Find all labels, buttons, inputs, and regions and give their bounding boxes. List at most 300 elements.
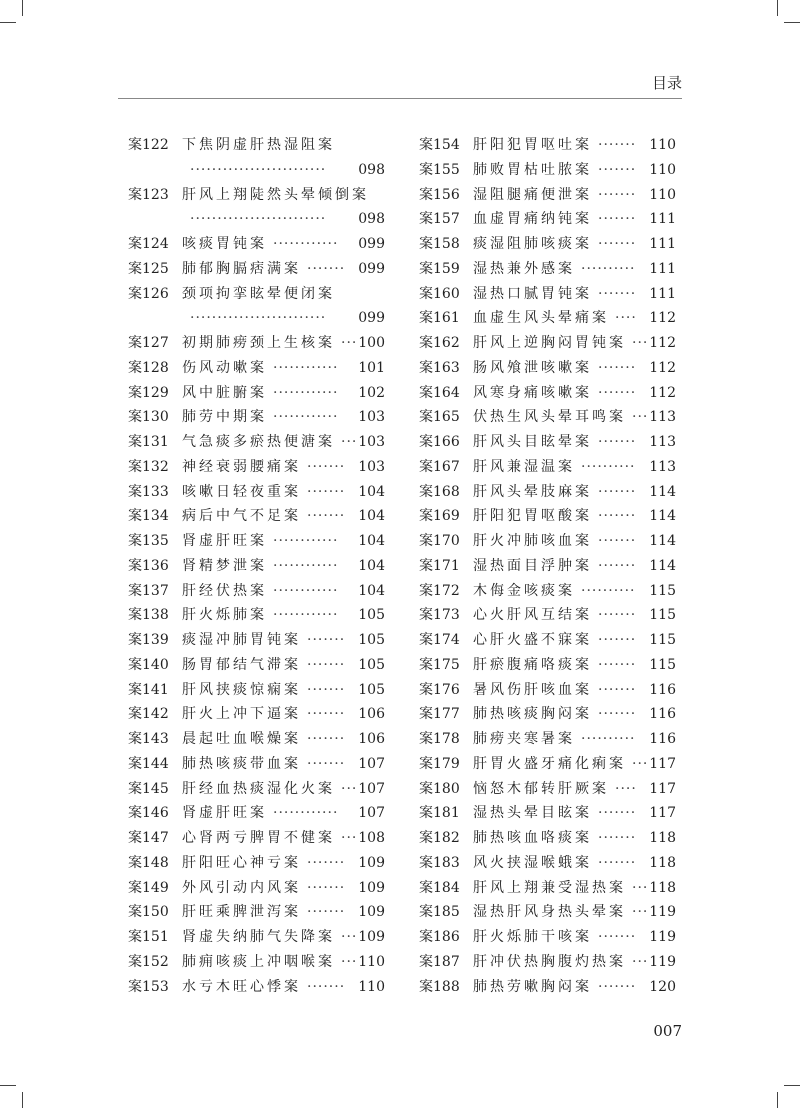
entry-page: 114 <box>649 483 676 500</box>
leader-dots: ······· <box>598 434 637 450</box>
entry-number: 案161 <box>419 310 460 327</box>
leader-dots: ······· <box>598 830 637 846</box>
toc-entry <box>419 727 676 752</box>
leader-dots: ······· <box>598 805 637 822</box>
running-header: 目录 <box>651 74 682 92</box>
entry-title: 肝阳犯胃呕吐案 <box>473 137 592 153</box>
entry-page: 114 <box>649 533 676 549</box>
toc-entry <box>419 405 676 430</box>
leader-dots: ························· <box>190 310 327 327</box>
leader-dots: ······· <box>598 854 637 871</box>
leader-dots: ···· <box>615 310 637 327</box>
toc-entry <box>128 232 385 257</box>
leader-dots: ··· <box>341 434 358 450</box>
entry-title: 肝胃火盛牙痛化痢案 <box>473 755 626 772</box>
entry-title: 肝经伏热案 <box>182 582 267 599</box>
entry-title: 肺热劳嗽胸闷案 <box>473 978 592 995</box>
entry-number: 案182 <box>419 830 460 846</box>
toc-entry <box>419 950 676 975</box>
entry-title: 肺劳中期案 <box>182 409 267 426</box>
entry-page: 114 <box>649 508 676 525</box>
entry-number: 案125 <box>128 260 169 277</box>
entry-page: 104 <box>358 483 385 500</box>
entry-title: 病后中气不足案 <box>182 508 301 525</box>
toc-entry <box>419 306 676 331</box>
entry-page: 108 <box>358 830 385 846</box>
leader-dots: ······· <box>598 607 637 624</box>
entry-title: 肝阳旺心神亏案 <box>182 854 301 871</box>
entry-title: 肾虚肝旺案 <box>182 805 267 822</box>
entry-page: 114 <box>649 557 676 574</box>
entry-title: 颈项拘挛眩晕便闭案 <box>182 285 335 302</box>
entry-title: 血虚胃痛纳钝案 <box>473 211 592 228</box>
entry-title: 肝火烁肺案 <box>182 607 267 624</box>
entry-title: 肾虚失纳肺气失降案 <box>182 929 335 945</box>
leader-dots: ············ <box>273 533 339 549</box>
leader-dots: ······· <box>598 533 637 549</box>
entry-number: 案156 <box>419 186 460 203</box>
toc-entry <box>128 801 385 826</box>
leader-dots: ······· <box>307 483 346 500</box>
entry-page: 105 <box>358 632 385 648</box>
entry-page: 113 <box>649 434 676 450</box>
entry-number: 案184 <box>419 879 460 896</box>
leader-dots: ······· <box>307 879 346 896</box>
toc-entry <box>419 826 676 851</box>
leader-dots: ··· <box>341 335 358 351</box>
toc-entry <box>128 554 385 579</box>
toc-entry <box>128 331 385 356</box>
entry-number: 案130 <box>128 409 169 426</box>
entry-page: 106 <box>358 706 385 723</box>
toc-entry <box>128 628 385 653</box>
entry-number: 案123 <box>128 186 169 203</box>
entry-page: 110 <box>358 978 385 995</box>
entry-number: 案137 <box>128 582 169 599</box>
toc-entry <box>419 628 676 653</box>
entry-title: 肝风上逆胸闷胃钝案 <box>473 335 626 351</box>
toc-entry <box>419 381 676 406</box>
entry-page: 117 <box>649 805 676 822</box>
entry-title: 下焦阴虚肝热湿阻案 <box>182 137 335 153</box>
toc-entry <box>419 876 676 901</box>
entry-number: 案170 <box>419 533 460 549</box>
leader-dots: ············ <box>273 607 339 624</box>
entry-title: 肝阳犯胃呕酸案 <box>473 508 592 525</box>
toc-entry <box>128 975 385 1000</box>
entry-page: 120 <box>649 978 676 995</box>
leader-dots: ······· <box>598 557 637 574</box>
entry-page: 105 <box>358 681 385 698</box>
leader-dots: ··· <box>341 929 358 945</box>
entry-number: 案124 <box>128 236 169 252</box>
entry-title: 咳痰胃钝案 <box>182 236 267 252</box>
entry-number: 案143 <box>128 731 169 747</box>
toc-entry <box>419 851 676 876</box>
toc-entry <box>419 554 676 579</box>
entry-title: 湿阻腿痛便泄案 <box>473 186 592 203</box>
toc-entry <box>419 801 676 826</box>
leader-dots: ······· <box>598 359 637 376</box>
entry-page: 115 <box>649 582 676 599</box>
leader-dots: ······· <box>307 656 346 673</box>
header-rule <box>118 98 682 99</box>
leader-dots: ······· <box>598 137 637 153</box>
toc-entry <box>419 900 676 925</box>
entry-number: 案186 <box>419 929 460 945</box>
entry-number: 案164 <box>419 384 460 401</box>
leader-dots: ······· <box>598 929 637 945</box>
leader-dots: ······· <box>598 483 637 500</box>
leader-dots: ······· <box>307 508 346 525</box>
entry-page: 105 <box>358 607 385 624</box>
entry-number: 案162 <box>419 335 460 351</box>
toc-entry <box>128 529 385 554</box>
entry-title: 肝风头目眩晕案 <box>473 434 592 450</box>
entry-title: 湿热面目浮肿案 <box>473 557 592 574</box>
entry-page: 117 <box>649 755 676 772</box>
entry-number: 案183 <box>419 854 460 871</box>
entry-number: 案169 <box>419 508 460 525</box>
leader-dots: ··· <box>632 879 649 896</box>
entry-page: 119 <box>649 904 676 921</box>
leader-dots: ······· <box>307 904 346 921</box>
entry-number: 案135 <box>128 533 169 549</box>
entry-title: 肺败胃枯吐脓案 <box>473 161 592 178</box>
toc-entry <box>128 777 385 802</box>
entry-number: 案155 <box>419 161 460 178</box>
entry-title: 外风引动内风案 <box>182 879 301 896</box>
entry-number: 案140 <box>128 656 169 673</box>
entry-page: 112 <box>649 359 676 376</box>
entry-number: 案151 <box>128 929 169 945</box>
entry-title: 恼怒木郁转肝厥案 <box>473 780 609 797</box>
entry-page: 109 <box>358 854 385 871</box>
entry-number: 案157 <box>419 211 460 228</box>
leader-dots: ·········· <box>581 260 636 277</box>
toc-entry <box>419 678 676 703</box>
entry-title: 肝风头晕肢麻案 <box>473 483 592 500</box>
leader-dots: ············ <box>273 805 339 822</box>
entry-number: 案160 <box>419 285 460 302</box>
toc-entry <box>128 455 385 480</box>
toc-entry <box>128 381 385 406</box>
entry-number: 案126 <box>128 285 169 302</box>
entry-title: 肺痨夹寒暑案 <box>473 731 575 747</box>
toc-entry <box>419 158 676 183</box>
entry-number: 案154 <box>419 137 460 153</box>
entry-page: 118 <box>649 879 676 896</box>
leader-dots: ······· <box>307 632 346 648</box>
toc-entry <box>419 702 676 727</box>
toc-entry <box>128 603 385 628</box>
entry-page: 117 <box>649 780 676 797</box>
entry-page: 103 <box>358 458 385 475</box>
entry-number: 案146 <box>128 805 169 822</box>
entry-title: 风中脏腑案 <box>182 384 267 401</box>
entry-page: 119 <box>649 953 676 970</box>
toc-entry <box>419 257 676 282</box>
toc-entry <box>128 900 385 925</box>
leader-dots: ······· <box>307 731 346 747</box>
leader-dots: ··· <box>341 953 358 970</box>
leader-dots: ······· <box>598 236 637 252</box>
entry-title: 木侮金咳痰案 <box>473 582 575 599</box>
entry-page: 118 <box>649 854 676 871</box>
entry-number: 案134 <box>128 508 169 525</box>
toc-entry <box>419 529 676 554</box>
entry-title: 肾精梦泄案 <box>182 557 267 574</box>
entry-page: 115 <box>649 656 676 673</box>
entry-page: 104 <box>358 582 385 599</box>
entry-page: 109 <box>358 929 385 945</box>
entry-number: 案178 <box>419 731 460 747</box>
toc-entry <box>419 653 676 678</box>
entry-number: 案175 <box>419 656 460 673</box>
entry-number: 案153 <box>128 978 169 995</box>
entry-page: 104 <box>358 508 385 525</box>
entry-title: 肝瘀腹痛咯痰案 <box>473 656 592 673</box>
entry-title: 初期肺痨颈上生核案 <box>182 335 335 351</box>
entry-title: 伏热生风头晕耳鸣案 <box>473 409 626 426</box>
entry-number: 案176 <box>419 681 460 698</box>
toc-entry <box>128 282 385 307</box>
toc-entry <box>128 925 385 950</box>
leader-dots: ······· <box>307 681 346 698</box>
entry-title: 肝冲伏热胸腹灼热案 <box>473 953 626 970</box>
entry-page: 099 <box>358 310 385 327</box>
entry-number: 案152 <box>128 953 169 970</box>
leader-dots: ······· <box>598 681 637 698</box>
entry-page: 098 <box>358 211 385 228</box>
entry-title: 湿热头晕目眩案 <box>473 805 592 822</box>
leader-dots: ······· <box>598 706 637 723</box>
entry-number: 案181 <box>419 805 460 822</box>
toc-entry <box>419 925 676 950</box>
toc-entry <box>128 876 385 901</box>
entry-title: 肝风上翔陡然头晕倾倒案 <box>182 186 369 203</box>
toc-entry <box>419 331 676 356</box>
leader-dots: ······· <box>598 978 637 995</box>
entry-page: 115 <box>649 632 676 648</box>
toc-entry <box>128 504 385 529</box>
entry-number: 案158 <box>419 236 460 252</box>
entry-number: 案165 <box>419 409 460 426</box>
entry-number: 案139 <box>128 632 169 648</box>
entry-page: 102 <box>358 384 385 401</box>
entry-number: 案185 <box>419 904 460 921</box>
entry-title: 咳嗽日轻夜重案 <box>182 483 301 500</box>
leader-dots: ············ <box>273 557 339 574</box>
entry-page: 109 <box>358 904 385 921</box>
toc-entry <box>128 752 385 777</box>
toc-column-right <box>419 133 676 999</box>
entry-title: 肝火烁肺干咳案 <box>473 929 592 945</box>
entry-page: 116 <box>649 731 676 747</box>
entry-title: 肝旺乘脾泄泻案 <box>182 904 301 921</box>
toc-entry <box>419 455 676 480</box>
leader-dots: ······· <box>598 211 637 228</box>
entry-number: 案173 <box>419 607 460 624</box>
entry-number: 案168 <box>419 483 460 500</box>
entry-title: 湿热肝风身热头晕案 <box>473 904 626 921</box>
entry-title: 痰湿阻肺咳痰案 <box>473 236 592 252</box>
toc-entry-continuation <box>128 207 385 232</box>
leader-dots: ······· <box>307 755 346 772</box>
entry-number: 案142 <box>128 706 169 723</box>
toc-entry <box>128 257 385 282</box>
entry-page: 099 <box>358 260 385 277</box>
entry-number: 案145 <box>128 780 169 797</box>
leader-dots: ······· <box>598 161 637 178</box>
entry-number: 案148 <box>128 854 169 871</box>
toc-entry <box>419 183 676 208</box>
entry-title: 风火挟湿喉蛾案 <box>473 854 592 871</box>
leader-dots: ······· <box>598 632 637 648</box>
toc-entry <box>419 579 676 604</box>
toc-entry <box>128 405 385 430</box>
leader-dots: ························· <box>190 161 327 178</box>
entry-page: 116 <box>649 681 676 698</box>
toc-entry <box>419 356 676 381</box>
toc-entry <box>419 752 676 777</box>
toc-entry <box>128 480 385 505</box>
entry-title: 肾虚肝旺案 <box>182 533 267 549</box>
entry-page: 111 <box>649 211 676 228</box>
leader-dots: ······· <box>307 706 346 723</box>
entry-number: 案133 <box>128 483 169 500</box>
leader-dots: ··· <box>632 335 649 351</box>
leader-dots: ······· <box>307 854 346 871</box>
entry-number: 案171 <box>419 557 460 574</box>
entry-page: 103 <box>358 434 385 450</box>
toc-entry <box>419 504 676 529</box>
entry-number: 案166 <box>419 434 460 450</box>
leader-dots: ·········· <box>581 582 636 599</box>
toc-entry <box>419 282 676 307</box>
toc-entry <box>419 430 676 455</box>
toc-entry <box>128 430 385 455</box>
entry-number: 案141 <box>128 681 169 698</box>
entry-title: 水亏木旺心悸案 <box>182 978 301 995</box>
entry-number: 案138 <box>128 607 169 624</box>
entry-title: 肠风飧泄咳嗽案 <box>473 359 592 376</box>
entry-page: 110 <box>358 953 385 970</box>
entry-title: 肝风挟痰惊痫案 <box>182 681 301 698</box>
leader-dots: ··· <box>341 830 358 846</box>
entry-page: 101 <box>358 359 385 376</box>
entry-number: 案172 <box>419 582 460 599</box>
entry-page: 107 <box>358 780 385 797</box>
toc-entry <box>128 950 385 975</box>
entry-number: 案144 <box>128 755 169 772</box>
leader-dots: ···· <box>615 780 637 797</box>
leader-dots: ······· <box>307 458 346 475</box>
leader-dots: ··· <box>341 780 358 797</box>
entry-number: 案188 <box>419 978 460 995</box>
toc-entry-continuation <box>128 306 385 331</box>
leader-dots: ··· <box>632 409 649 426</box>
toc-column-left <box>128 133 385 999</box>
toc-entry <box>128 356 385 381</box>
entry-title: 肺郁胸膈痞满案 <box>182 260 301 277</box>
entry-page: 110 <box>649 137 676 153</box>
entry-title: 气急痰多瘀热便溏案 <box>182 434 335 450</box>
toc-entry <box>419 207 676 232</box>
toc-entry <box>128 653 385 678</box>
leader-dots: ··· <box>632 904 649 921</box>
entry-title: 肺痈咳痰上冲咽喉案 <box>182 953 335 970</box>
entry-page: 111 <box>649 236 676 252</box>
leader-dots: ············ <box>273 582 339 599</box>
entry-page: 111 <box>649 260 676 277</box>
leader-dots: ············ <box>273 409 339 426</box>
entry-title: 肝火上冲下逼案 <box>182 706 301 723</box>
entry-page: 110 <box>649 161 676 178</box>
leader-dots: ······· <box>598 186 637 203</box>
leader-dots: ············ <box>273 384 339 401</box>
entry-title: 暑风伤肝咳血案 <box>473 681 592 698</box>
entry-title: 肝经血热痰湿化火案 <box>182 780 335 797</box>
entry-page: 112 <box>649 384 676 401</box>
entry-number: 案122 <box>128 137 169 153</box>
entry-number: 案129 <box>128 384 169 401</box>
toc-entry <box>419 777 676 802</box>
entry-number: 案150 <box>128 904 169 921</box>
entry-title: 晨起吐血喉燥案 <box>182 731 301 747</box>
leader-dots: ······· <box>307 978 346 995</box>
entry-page: 107 <box>358 805 385 822</box>
entry-title: 风寒身痛咳嗽案 <box>473 384 592 401</box>
entry-page: 116 <box>649 706 676 723</box>
entry-title: 肝火冲肺咳血案 <box>473 533 592 549</box>
entry-number: 案167 <box>419 458 460 475</box>
entry-number: 案177 <box>419 706 460 723</box>
entry-title: 湿热口腻胃钝案 <box>473 285 592 302</box>
toc-entry <box>128 133 385 158</box>
entry-page: 119 <box>649 929 676 945</box>
entry-number: 案149 <box>128 879 169 896</box>
entry-number: 案136 <box>128 557 169 574</box>
entry-page: 112 <box>649 335 676 351</box>
entry-title: 伤风动嗽案 <box>182 359 267 376</box>
entry-title: 血虚生风头晕痛案 <box>473 310 609 327</box>
entry-title: 湿热兼外感案 <box>473 260 575 277</box>
entry-title: 肺热咳血咯痰案 <box>473 830 592 846</box>
entry-number: 案159 <box>419 260 460 277</box>
entry-page: 104 <box>358 533 385 549</box>
entry-number: 案163 <box>419 359 460 376</box>
entry-page: 113 <box>649 409 676 426</box>
toc-entry <box>419 603 676 628</box>
leader-dots: ·········· <box>581 731 636 747</box>
toc-entry <box>128 183 385 208</box>
leader-dots: ························· <box>190 211 327 228</box>
leader-dots: ············ <box>273 236 339 252</box>
entry-number: 案180 <box>419 780 460 797</box>
toc-entry <box>128 579 385 604</box>
entry-title: 肠胃郁结气滞案 <box>182 656 301 673</box>
leader-dots: ······· <box>598 508 637 525</box>
entry-page: 115 <box>649 607 676 624</box>
entry-title: 痰湿冲肺胃钝案 <box>182 632 301 648</box>
entry-page: 099 <box>358 236 385 252</box>
leader-dots: ······· <box>307 260 346 277</box>
entry-title: 肺热咳痰胸闷案 <box>473 706 592 723</box>
entry-number: 案131 <box>128 434 169 450</box>
entry-number: 案179 <box>419 755 460 772</box>
toc-entry <box>128 678 385 703</box>
